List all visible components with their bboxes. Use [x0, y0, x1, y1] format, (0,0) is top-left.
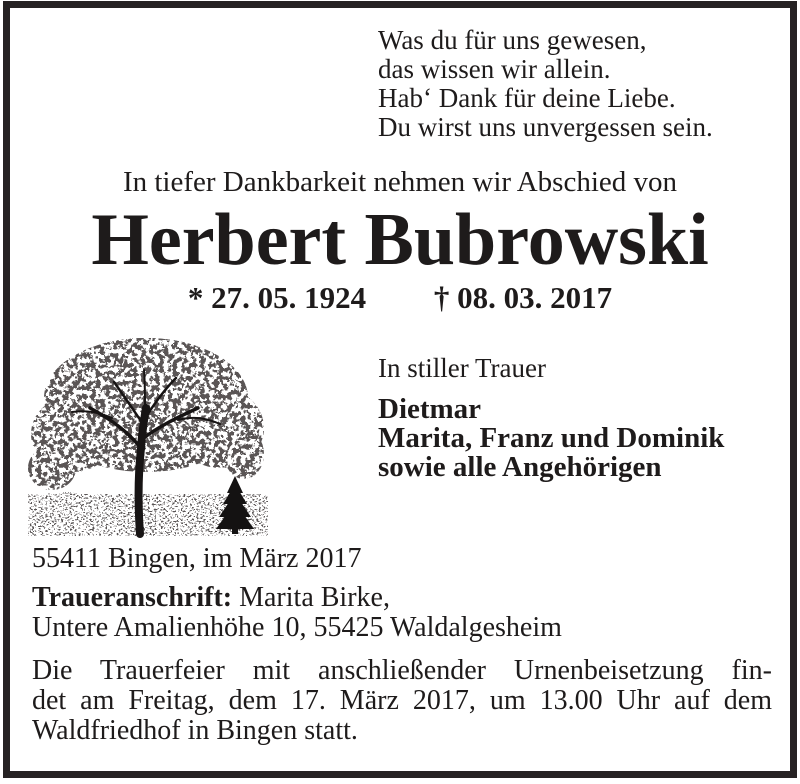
poem	[378, 26, 713, 142]
funeral-line: det am Freitag, dem 17. März 2017, um 13.00 Uhr auf dem	[32, 685, 772, 716]
mourning-heading: In stiller Trauer	[378, 353, 546, 383]
deceased-name: Herbert Bubrowski	[91, 199, 709, 281]
death-date: † 08. 03. 2017	[433, 280, 613, 315]
mourners-block	[378, 354, 724, 482]
birth-date: * 27. 05. 1924	[187, 280, 367, 315]
address-line	[32, 583, 562, 613]
address-name: Marita Birke,	[232, 582, 390, 613]
tree-illustration	[28, 336, 268, 538]
poem-line: Du wirst uns unvergessen sein.	[378, 112, 713, 142]
poem-line: Hab‘ Dank für deine Liebe.	[378, 83, 676, 113]
mourner-line: Dietmar	[378, 393, 482, 425]
intro-line: In tiefer Dankbarkeit nehmen wir Abschied von	[122, 166, 678, 198]
poem-line: Was du für uns gewesen,	[378, 25, 647, 55]
address-street: Untere Amalienhöhe 10, 55425 Waldalgesheim	[32, 612, 562, 643]
life-dates	[0, 281, 800, 314]
address-label: Traueranschrift:	[32, 582, 233, 613]
funeral-line: Waldfriedhof in Bingen statt.	[32, 715, 358, 746]
funeral-line: Die Trauerfeier mit anschließender Urnenbeisetzung fin-	[32, 655, 772, 686]
funeral-paragraph	[32, 656, 772, 746]
mourner-line: sowie alle Angehörigen	[378, 451, 662, 483]
address-block	[32, 583, 562, 643]
place-date-line: 55411 Bingen, im März 2017	[32, 543, 362, 574]
mourner-line: Marita, Franz und Dominik	[378, 422, 725, 454]
poem-line: das wissen wir allein.	[378, 54, 611, 84]
